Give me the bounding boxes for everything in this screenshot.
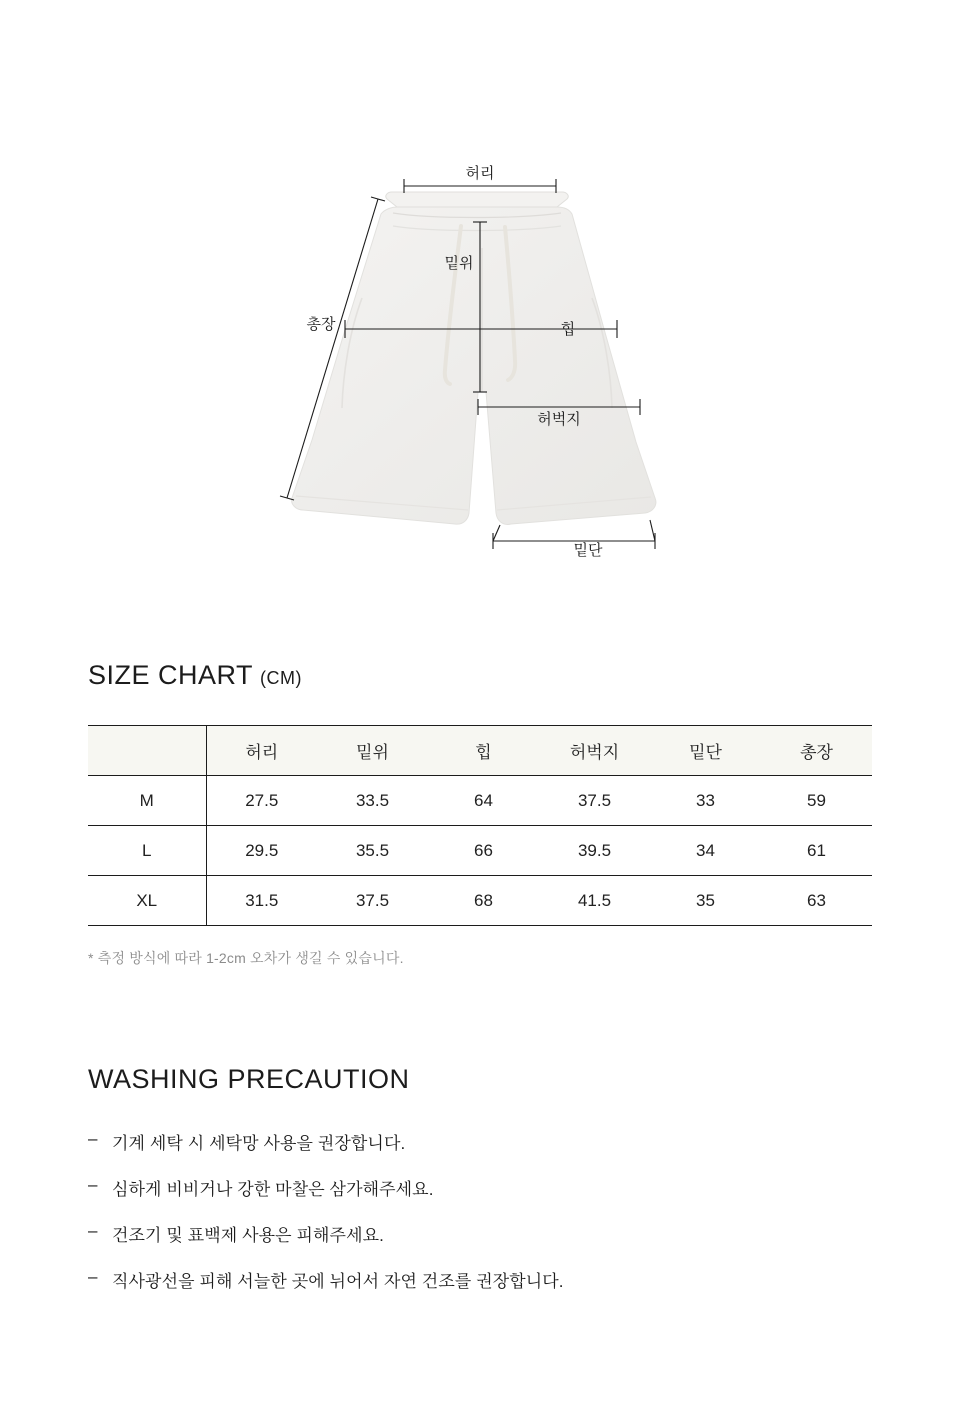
shorts-diagram-svg [0,0,960,660]
list-item [88,1175,872,1200]
measurement-diagram [0,0,960,660]
bullet-dash: – [88,1221,98,1240]
list-item [88,1267,872,1292]
cell-hem: 34 [650,826,761,876]
cell-length: 61 [761,826,872,876]
cell-hem: 33 [650,776,761,826]
garment-illustration [292,192,656,524]
cell-thigh: 41.5 [539,876,650,926]
label-hip: 힙 [560,321,576,338]
list-item [88,1129,872,1154]
label-hem: 밑단 [573,542,603,559]
size-chart-title [88,660,872,691]
cell-thigh: 37.5 [539,776,650,826]
label-length: 총장 [306,316,336,333]
label-thigh: 허벅지 [537,411,581,428]
label-waist: 허리 [465,165,495,182]
table-header-corner [88,726,206,776]
cell-waist: 27.5 [206,776,317,826]
size-chart-unit: (CM) [260,668,303,688]
row-size-label: M [88,776,206,826]
cell-hem: 35 [650,876,761,926]
table-row [88,776,872,826]
row-size-label: L [88,826,206,876]
list-item-label: 직사광선을 피해 서늘한 곳에 뉘어서 자연 건조를 권장합니다. [112,1272,564,1291]
cell-hip: 64 [428,776,539,826]
cell-thigh: 39.5 [539,826,650,876]
list-item [88,1221,872,1246]
table-header-row [88,726,872,776]
row-size-label: XL [88,876,206,926]
cell-rise: 35.5 [317,826,428,876]
bullet-dash: – [88,1129,98,1148]
table-row [88,826,872,876]
cell-length: 59 [761,776,872,826]
cell-rise: 33.5 [317,776,428,826]
table-header-rise: 밑위 [317,726,428,776]
table-header-thigh: 허벅지 [539,726,650,776]
measurement-note: * 측정 방식에 따라 1-2cm 오차가 생길 수 있습니다. [88,950,404,966]
cell-rise: 37.5 [317,876,428,926]
label-rise: 밑위 [444,255,474,272]
washing-title: WASHING PRECAUTION [88,1064,410,1094]
list-item-label: 건조기 및 표백제 사용은 피해주세요. [112,1226,384,1245]
washing-section [88,1064,872,1292]
cell-hip: 66 [428,826,539,876]
cell-length: 63 [761,876,872,926]
table-row [88,876,872,926]
cell-waist: 31.5 [206,876,317,926]
table-header-waist: 허리 [206,726,317,776]
list-item-label: 기계 세탁 시 세탁망 사용을 권장합니다. [112,1134,406,1153]
bullet-dash: – [88,1267,98,1286]
table-header-length: 총장 [761,726,872,776]
size-chart-title-text: SIZE CHART [88,660,254,690]
cell-waist: 29.5 [206,826,317,876]
size-chart-section [0,660,960,1292]
size-table [88,725,872,926]
table-header-hip: 힙 [428,726,539,776]
washing-list [88,1129,872,1292]
cell-hip: 68 [428,876,539,926]
list-item-label: 심하게 비비거나 강한 마찰은 삼가해주세요. [112,1180,434,1199]
bullet-dash: – [88,1175,98,1194]
table-header-hem: 밑단 [650,726,761,776]
